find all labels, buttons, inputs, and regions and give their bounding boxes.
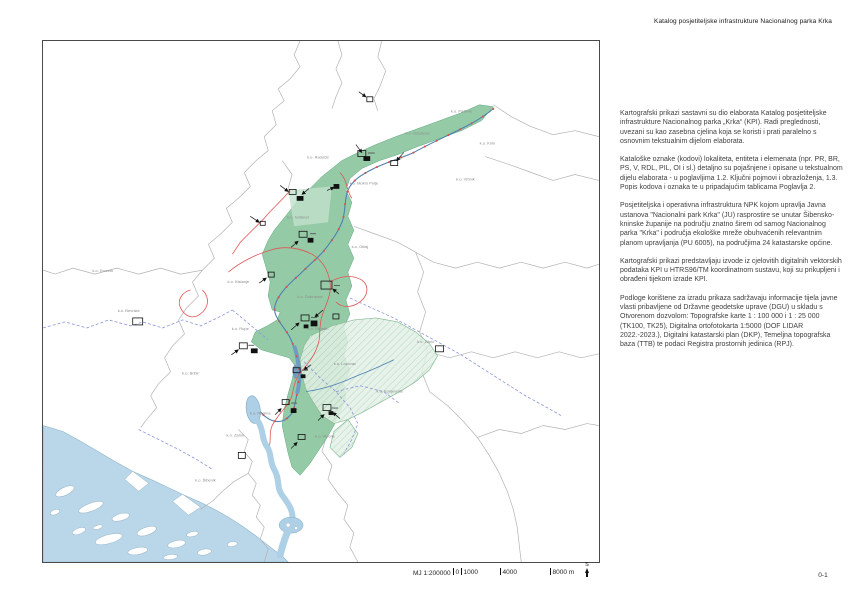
ko-label: k.o. Kistanje xyxy=(227,279,250,285)
ko-label: k.o. Vrpolje xyxy=(315,433,335,439)
paragraph-codes: Kataloške oznake (kodovi) lokaliteta, entiteta i elemenata (npr. PR, BR, PS, V, RDL, PIL, OI i sl.) detaljno su pojašnjene i opisane u tekstualnom dijelu elaborata - u poglavljima 1.2. Ključni pojmovi i obrazloženja, 1.3. Popis kodova i oznaka te u pripadajućim tablicama Poglavlja 2. xyxy=(620,156,843,192)
ko-label: k.o. Zaton xyxy=(226,432,245,438)
document-title: Katalog posjetiteljske infrastrukture Nacionalnog parka Krka xyxy=(654,18,832,25)
scale-ratio: MJ 1:200000 xyxy=(413,570,451,577)
ko-label: k.o. Ervenik xyxy=(92,268,114,274)
ko-label: k.o. Skradin xyxy=(307,325,329,331)
sea-layer xyxy=(43,426,288,562)
ko-label: k.o. Žitnić xyxy=(417,338,435,344)
ko-label: k.o. Oćestovo xyxy=(405,130,430,136)
ko-label: k.o. Vrbnik xyxy=(456,176,475,182)
scale-tick-4000: 4000 xyxy=(500,568,517,576)
ko-label: k.o. Rupe xyxy=(231,325,249,331)
ko-label: k.o. Konjevrate xyxy=(376,388,403,394)
ko-label: k.o. Dubravice xyxy=(297,294,323,300)
paragraph-sources: Podloge korištene za izradu prikaza sadržavaju informacije tijela javne vlasti pribavljene od Državne geodetske uprave (DGU) u skladu s Otvorenom dozvolom: Topografske karte 1 : 100 000 i 1 : 25 000 (TK100, TK25), Digitalna ortofotokarta 1:5000 (DOF LIDAR 2022.-2023.), Digitalni katastarski plan (DKP), Temeljna topografska baza (TTB) te podaci Registra prostornih jedinica (RPJ). xyxy=(620,294,838,349)
ko-label: k.o. Oklaj xyxy=(351,244,369,250)
north-arrow xyxy=(581,563,593,577)
body-text xyxy=(620,109,844,359)
ko-label: k.o. Ivoševci xyxy=(287,214,310,220)
ko-label: k.o. Šibenik xyxy=(195,477,216,483)
scale-tick-8000: 8000 m xyxy=(550,568,574,576)
paragraph-data-format: Kartografski prikazi predstavljaju izvode iz cjelovitih digitalnih vektorskih podataka KPI u HTRS96/TM koordinatnom sustavu, koji su prikupljeni i obrađeni tijekom izrade KPI. xyxy=(620,257,842,284)
krka-map xyxy=(43,41,599,562)
page-number: 0-1 xyxy=(818,572,828,579)
scale-tick-0: 0 xyxy=(453,568,459,576)
ko-label: k.o. Radučić xyxy=(307,154,329,160)
ko-label: k.o. Knin xyxy=(479,140,496,146)
ko-label: k.o. Lozovac xyxy=(333,360,357,366)
ko-label: k.o. Bribir xyxy=(182,370,199,376)
scale-tick-1000: 1000 xyxy=(461,568,478,576)
paragraph-infrastructure: Posjetiteljska i operativna infrastruktura NPK kojom upravlja Javna ustanova "Nacionalni park Krka" (JU) rasprostire se unutar Šibensko-kninske županije na području znatno širem od samog Nacionalnog parka "Krka" i područja ekološke mreže obuhvaćenih relevantnim planom upravljanja (PU 6005), na područjima 24 katastarske općine. xyxy=(620,202,835,247)
scale-bar xyxy=(0,568,620,582)
ko-label: k.o. Mokro Polje xyxy=(349,180,379,186)
ko-label: k.o. Đevrske xyxy=(117,307,140,313)
paragraph-intro: Kartografski prikazi sastavni su dio elaborata Katalog posjetiteljske infrastrukture Nacionalnog parka „Krka“ (KPI). Radi preglednosti, uvezani su kao zasebna cjelina koja se koristi i prati paralelno s osnovnim tekstualnim dijelom elaborata. xyxy=(620,110,827,145)
park-area xyxy=(251,105,496,476)
ko-label: k.o. Raslina xyxy=(249,410,271,416)
ko-label: k.o. Pađene xyxy=(450,108,473,114)
map-panel xyxy=(42,40,600,563)
north-label: S xyxy=(585,562,589,568)
